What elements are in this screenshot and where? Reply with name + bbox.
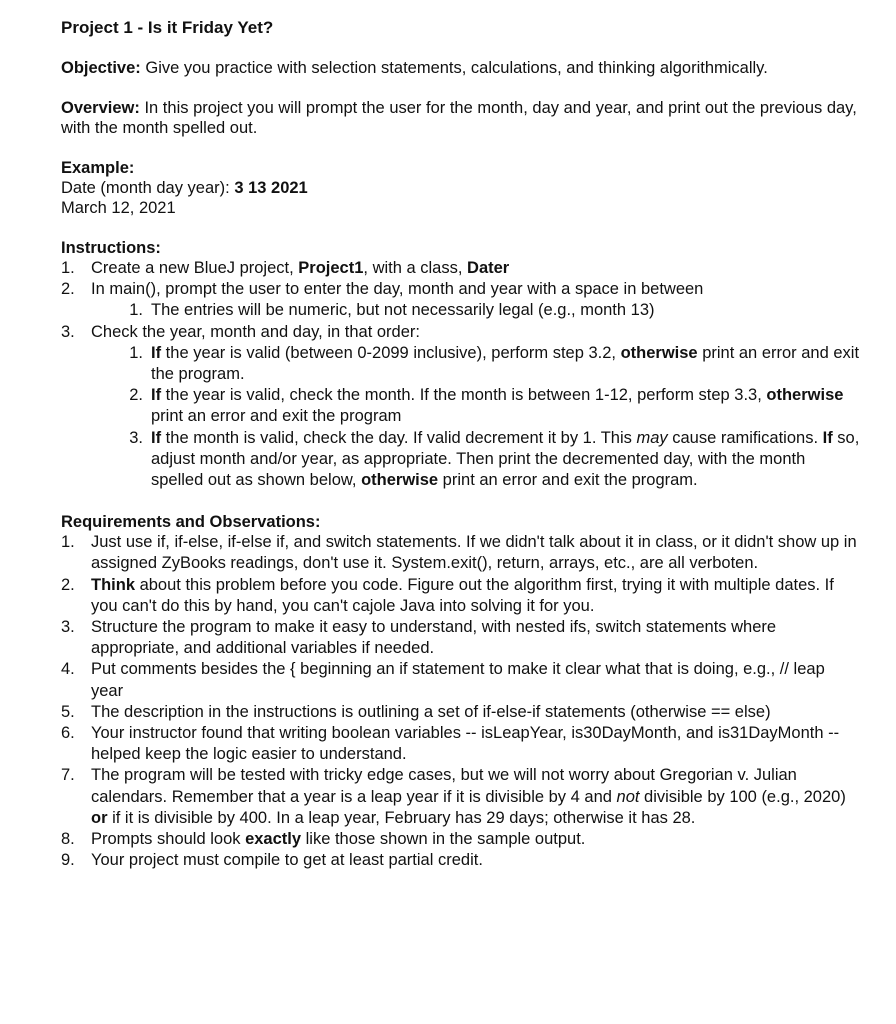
list-number: 3.: [61, 322, 75, 341]
text-run: Just use if, if-else, if-else if, and switch statements. If we didn't talk about it in class, or it didn't show up in assigned ZyBooks readings, don't use it. System.exit(), return, arrays, etc., are all verboten.: [91, 533, 857, 573]
text-run: about this problem before you code. Figure out the algorithm first, trying it with multiple dates. If you can't do this by hand, you can't cajole Java into solving it for you.: [91, 575, 834, 615]
bold-run: otherwise: [620, 343, 698, 362]
text-run: The program will be tested with tricky edge cases, but we will not worry about Gregorian v. Julian calendars. Remember that a year is a leap year if it is divisible by 4 and: [91, 766, 797, 806]
text-run: divisible by 100 (e.g., 2020): [639, 787, 846, 806]
text-run: cause ramifications.: [667, 428, 823, 447]
text-run: In main(), prompt the user to enter the day, month and year with a space in between: [91, 280, 704, 299]
requirements-label: Requirements and Observations:: [61, 513, 321, 532]
bold-run: Project1: [298, 259, 364, 277]
bold-run: otherwise: [766, 386, 844, 405]
overview-section: [61, 98, 861, 138]
list-number: 2.: [61, 280, 75, 299]
text-run: Put comments besides the { beginning an if statement to make it clear what that is doing, e.g., // leap year: [91, 660, 825, 700]
instructions-label: Instructions:: [61, 239, 161, 257]
list-item: [61, 723, 861, 765]
list-number: 4.: [61, 660, 75, 679]
text-run: Your project must compile to get at least partial credit.: [91, 851, 483, 870]
overview-text: In this project you will prompt the user for the month, day and year, and print out the previous day, with the month spelled out.: [61, 99, 857, 137]
text-run: if it is divisible by 400. In a leap year, February has 29 days; otherwise it has 28.: [107, 808, 696, 827]
text-run: The entries will be numeric, but not necessarily legal (e.g., month 13): [151, 301, 655, 320]
text-run: Prompts should look: [91, 830, 246, 849]
list-item: [61, 575, 861, 617]
list-number: 1.: [129, 343, 143, 362]
list-item: [61, 765, 861, 829]
text-run: Check the year, month and day, in that order:: [91, 322, 420, 341]
italic-run: not: [616, 787, 640, 806]
example-input: 3 13 2021: [234, 179, 308, 197]
bold-run: If: [151, 386, 162, 405]
bold-run: or: [91, 808, 108, 827]
list-number: 8.: [61, 830, 75, 849]
list-number: 2.: [129, 386, 143, 405]
example-prompt: Date (month day year):: [61, 179, 235, 197]
overview-label: Overview:: [61, 99, 140, 117]
list-number: 1.: [61, 259, 75, 277]
list-number: 3.: [61, 618, 75, 637]
text-run: The description in the instructions is outlining a set of if-else-if statements (otherwise == else): [91, 702, 771, 721]
list-number: 1.: [61, 533, 75, 552]
list-number: 9.: [61, 851, 75, 870]
text-run: so, adjust month and/or year, as appropriate. Then print the decremented day, with the month spelled out as shown below,: [151, 428, 860, 490]
text-run: the month is valid, check the day. If valid decrement it by 1. This: [161, 428, 637, 447]
text-run: Structure the program to make it easy to understand, with nested ifs, switch statements where appropriate, and additional variables if needed.: [91, 618, 777, 658]
text-run: print an error and exit the program.: [438, 471, 698, 490]
list-item: [61, 322, 861, 492]
list-item: [61, 258, 861, 279]
bold-run: otherwise: [361, 471, 439, 490]
list-item: [121, 343, 861, 385]
list-item: [61, 532, 861, 574]
instructions-list: [61, 258, 861, 491]
text-run: print an error and exit the program.: [151, 343, 860, 384]
text-run: , with a class,: [363, 259, 468, 277]
bold-run: If: [151, 428, 162, 447]
list-item: [61, 702, 861, 723]
list-item: [61, 659, 861, 701]
page-title: Project 1 - Is it Friday Yet?: [61, 18, 274, 37]
list-item: [61, 850, 861, 871]
text-run: the year is valid (between 0-2099 inclusive), perform step 3.2,: [161, 343, 621, 362]
objective-text: Give you practice with selection statements, calculations, and thinking algorithmically.: [140, 59, 768, 77]
document-page: [61, 17, 861, 871]
text-run: like those shown in the sample output.: [301, 830, 586, 849]
example-output: March 12, 2021: [61, 199, 176, 217]
requirements-section: [61, 512, 861, 871]
list-item: [121, 385, 861, 427]
list-number: 6.: [61, 724, 75, 743]
objective-section: [61, 58, 861, 78]
example-prompt-line: [61, 178, 861, 198]
objective-label: Objective:: [61, 59, 141, 77]
text-run: Your instructor found that writing boolean variables -- isLeapYear, is30DayMonth, and is31DayMonth -- helped keep the logic easier to understand.: [91, 724, 840, 764]
sub-list: [121, 300, 861, 321]
requirements-list: [61, 532, 861, 871]
bold-run: Dater: [467, 259, 510, 277]
list-item: [61, 617, 861, 659]
list-item: [61, 829, 861, 850]
list-item: [61, 279, 861, 321]
list-number: 2.: [61, 575, 75, 594]
list-number: 7.: [61, 766, 75, 785]
bold-run: Think: [91, 575, 135, 594]
list-number: 3.: [129, 428, 143, 447]
text-run: the year is valid, check the month. If the month is between 1-12, perform step 3.3,: [161, 386, 767, 405]
bold-run: exactly: [245, 830, 302, 849]
instructions-section: [61, 238, 861, 491]
text-run: Create a new BlueJ project,: [91, 259, 299, 277]
example-section: [61, 158, 861, 218]
list-item: [121, 300, 861, 321]
example-label: Example:: [61, 159, 135, 177]
list-number: 1.: [129, 301, 143, 320]
list-item: [121, 428, 861, 492]
sub-list: [121, 343, 861, 491]
text-run: print an error and exit the program: [151, 407, 402, 426]
list-number: 5.: [61, 702, 75, 721]
italic-run: may: [636, 428, 668, 447]
bold-run: If: [822, 428, 833, 447]
bold-run: If: [151, 343, 162, 362]
